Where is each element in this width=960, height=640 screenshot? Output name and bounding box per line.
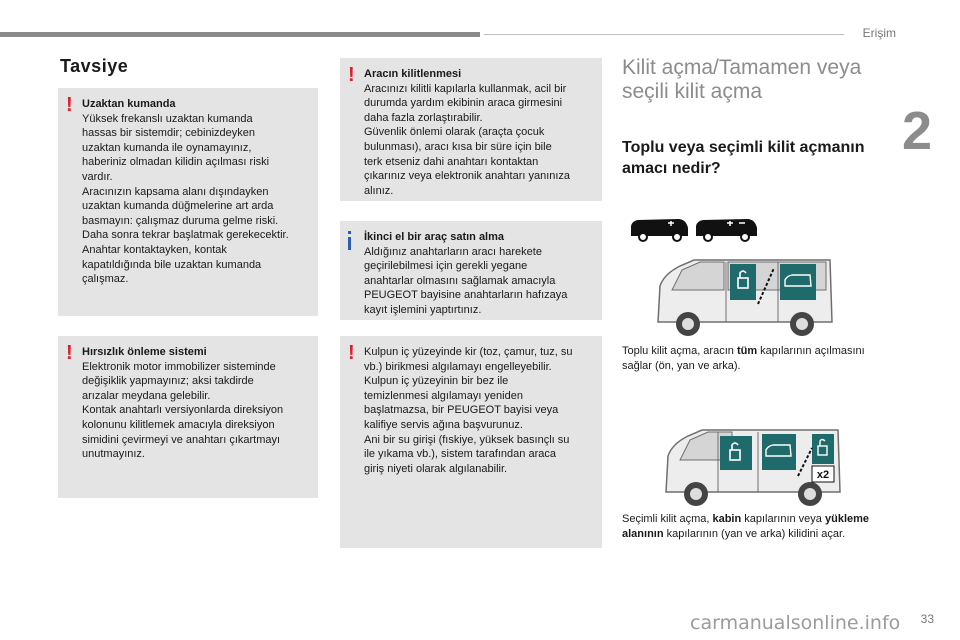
box-text: Yüksek frekanslı uzaktan kumanda hassas bir sistemdir; cebinizdeyken uzaktan kumanda ile oynamayınız, haberiniz olmadan kilidin açılması riski vardır. Aracınızın kapsama alanı dışındayken uzaktan kumanda düğmelerine art arda basmayın: çalışmaz duruma gelme riski. Daha sonra tekrar başlatmak gerekecektir. Anahtar kontaktayken, kontak kapatıldığında bile uzaktan kumanda çalışmaz. <box>82 112 289 286</box>
box-title: Aracın kilitlenmesi <box>364 68 462 80</box>
box-text: Elektronik motor immobilizer sisteminde değişiklik yapmayınız; aksi takdirde arızalar meydana gelebilir. Kontak anahtarlı versiyonlarda direksiyon kolonunu kilitlemek amacıyla direksiyon simidini çevirmeyi ve anahtarı çıkartmayı unutmayınız. <box>82 360 284 461</box>
box-title: Hırsızlık önleme sistemi <box>82 346 207 358</box>
info-box-second-hand <box>340 221 602 320</box>
warning-exclamation-icon: ! <box>348 342 355 364</box>
warning-exclamation-icon: ! <box>66 342 73 364</box>
advice-heading: Tavsiye <box>60 56 129 76</box>
chapter-number: 2 <box>902 101 933 161</box>
paragraph-selective-unlock: Seçimli kilit açma, kabin kapılarının veya yükleme alanının kapılarının (yan ve arka) kilidini açar. <box>622 513 870 540</box>
van-illustration-full-unlock <box>654 256 834 340</box>
advice-box-handle <box>340 336 602 548</box>
warning-exclamation-icon: ! <box>66 94 73 116</box>
page-number: 33 <box>920 612 934 626</box>
van-icon <box>693 214 759 242</box>
x2-label: x2 <box>816 469 830 481</box>
subheading: Toplu veya seçimli kilit açmanın amacı nedir? <box>622 139 865 177</box>
top-rule <box>0 32 480 37</box>
lock-open-icon <box>720 436 752 470</box>
box-text: Kulpun iç yüzeyinde kir (toz, çamur, tuz, su vb.) birikmesi algılamayı engelleyebilir. Kulpun iç yüzeyinin bir bez ile temizlenmesi algılamayı yeniden başlatmazsa, bir PEUGEOT bayisi veya kalifiye servis ağına başvurunuz. Ani bir su girişi (fıskiye, yüksek basınçlı su ile yıkama vb.), sistem tarafından araca giriş niyeti olarak algılanabilir. <box>364 346 573 475</box>
box-text: Aldığınız anahtarların aracı harekete geçirilebilmesi için gerekli yegane anahtarlar olmasını sağlamak amacıyla PEUGEOT bayisine anahtarların hafızaya kayıt işlemini yaptırtınız. <box>364 245 568 316</box>
advice-box-immobiliser <box>58 336 318 498</box>
advice-box-remote <box>58 88 318 316</box>
warning-exclamation-icon: ! <box>348 64 355 86</box>
advice-box-locking <box>340 58 602 201</box>
section-title: Kilit açma/Tamamen veya seçili kilit açma <box>622 56 862 103</box>
box-title: İkinci el bir araç satın alma <box>364 231 505 243</box>
info-icon <box>348 231 351 253</box>
van-icon <box>628 214 690 242</box>
lock-open-icon <box>730 264 756 300</box>
top-rule-thin <box>484 34 844 35</box>
van-illustration-selective-unlock <box>662 426 842 510</box>
lock-open-icon <box>812 434 834 464</box>
watermark: carmanualsonline.info <box>690 612 901 634</box>
box-text: Aracınızı kilitli kapılarla kullanmak, acil bir durumda yardım ekibinin araca girmesini daha fazla zorlaştırabilir. Güvenlik önlemi olarak (araçta çocuk bulunması), aracı kısa bir süre için bile terk etseniz dahi anahtarı kontaktan çıkarınız veya elektronik anahtarı yanınıza alınız. <box>364 82 571 197</box>
box-title: Uzaktan kumanda <box>82 98 176 110</box>
paragraph-full-unlock: Toplu kilit açma, aracın tüm kapılarının açılmasını sağlar (ön, yan ve arka). <box>622 345 865 372</box>
section-label: Erişim <box>862 26 896 40</box>
